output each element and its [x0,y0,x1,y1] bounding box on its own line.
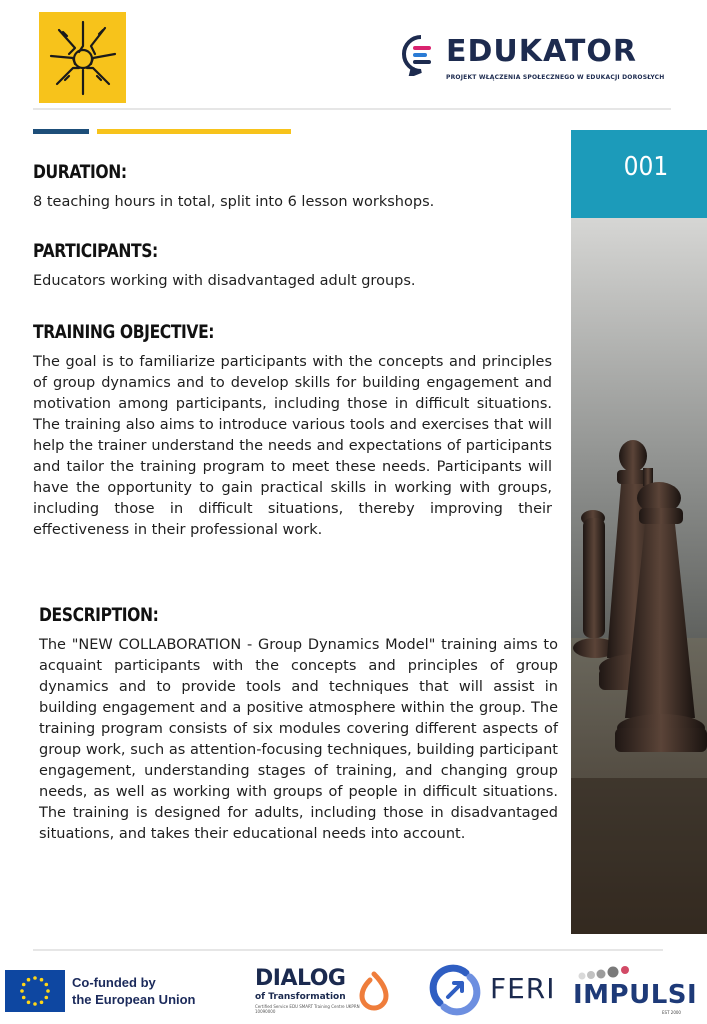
footer-divider [33,949,663,951]
accent-bar-blue [33,129,89,134]
accent-bar-yellow [97,129,291,134]
chess-pieces-image [571,218,707,934]
participants-text: Educators working with disadvantaged adult groups. [33,273,416,289]
hands-together-icon [39,12,126,103]
brand-subtitle: PROJEKT WŁĄCZENIA SPOŁECZNEGO W EDUKACJI DOROSŁYCH [446,74,665,81]
duration-heading: DURATION: [33,161,127,183]
hands-logo [39,12,126,103]
duration-text: 8 teaching hours in total, split into 6 lesson workshops. [33,194,435,210]
eu-flag-icon [5,970,65,1012]
feri-logo-text: FERI [490,972,556,1005]
objective-heading: TRAINING OBJECTIVE: [33,321,215,343]
eu-line-1: Co-funded by [72,975,156,990]
dialog-flame-icon [356,970,392,1012]
description-text: The "NEW COLLABORATION - Group Dynamics Model" training aims to acquaint participants with the concepts and principles of group dynamics and to provide tools and techniques that will assist in building engagement and a positive atmosphere within the group. The training program consists of six modules covering different aspects of group work, such as attention-focusing techniques, building participant engagement, understanding stages of training, and changing group needs, as well as working with groups of people in difficult situations. The training is designed for adults, including those in disadvantaged situations, and takes their educational needs into account. [39,637,558,842]
panel-number: 001 [623,152,669,182]
header-divider [33,108,671,110]
dialog-logo-title: DIALOG [255,966,346,991]
brand-title: EDUKATOR [446,34,637,69]
chess-photo [571,218,707,934]
edukator-mark-icon [401,34,441,76]
eu-cofunded-label [72,974,196,1008]
feri-arrow-icon [428,963,482,1017]
participants-heading: PARTICIPANTS: [33,240,158,262]
description-heading: DESCRIPTION: [39,604,159,626]
dialog-logo-fineprint: Certified Service EDU SMART Training Centre UKPRN 10090000 [255,1004,360,1014]
impulsi-logo-text: IMPULSI [573,980,698,1010]
objective-text: The goal is to familiarize participants with the concepts and principles of group dynamics and to develop skills for building engagement and motivation among participants, including those in difficult situations. The training also aims to introduce various tools and exercises that will help the trainer understand the needs and expectations of participants and tailor the training program to meet these needs. Participants will have the opportunity to gain practical skills in working with groups, including those in difficult situations, thereby improving their effectiveness in their professional work. [33,354,552,538]
eu-line-2: the European Union [72,992,196,1007]
impulsi-est-label: EST 2000 [662,1010,681,1015]
dialog-logo-subtitle: of Transformation [255,992,346,1002]
